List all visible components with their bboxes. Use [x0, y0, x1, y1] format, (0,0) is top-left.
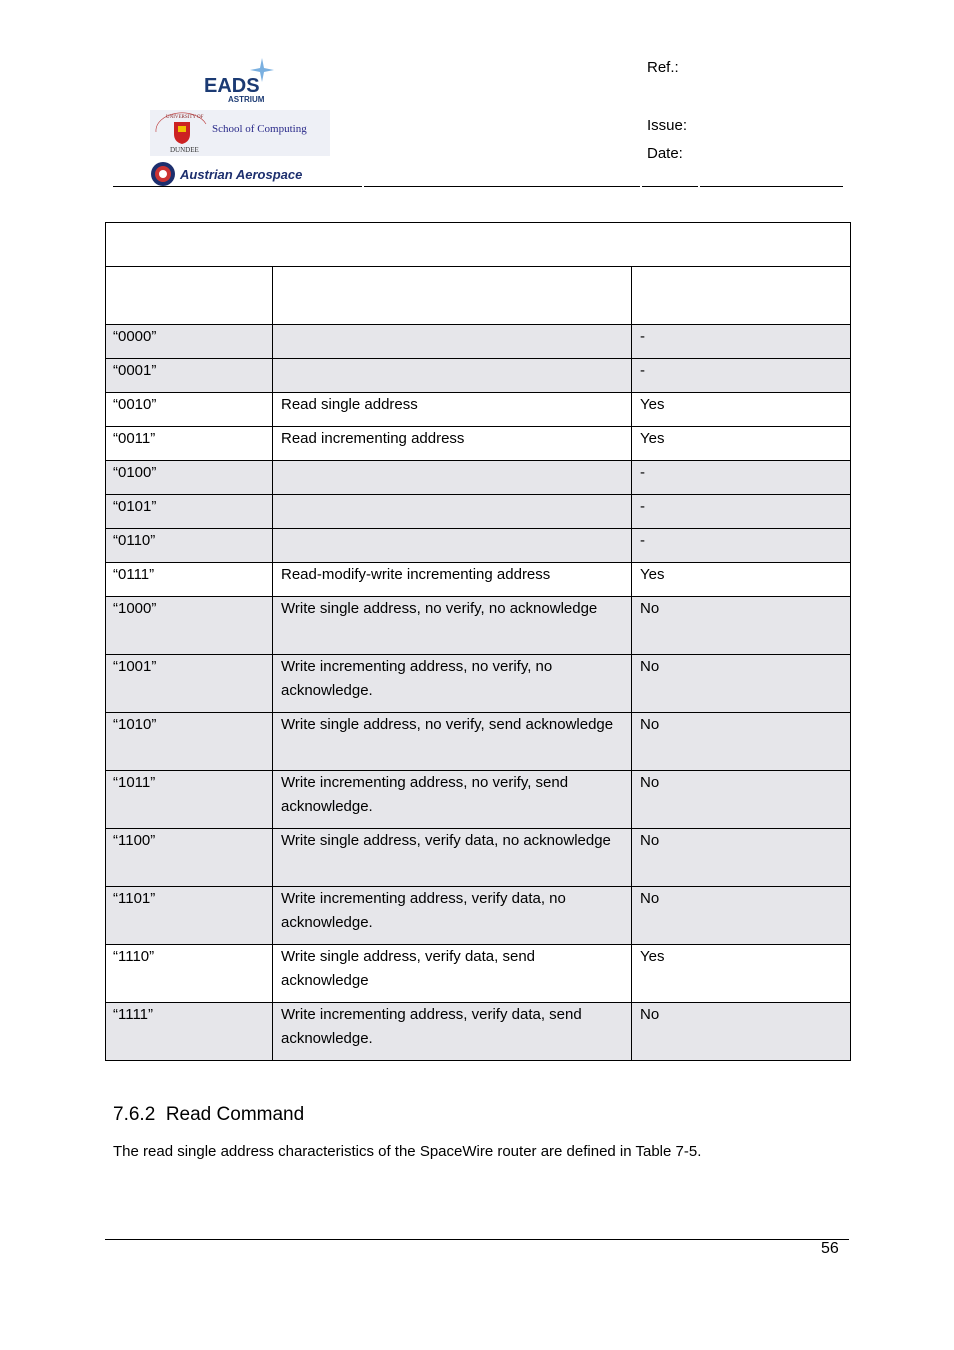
flag-cell: -: [632, 495, 851, 529]
table-row: [106, 325, 851, 359]
description-cell: Write single address, verify data, no acknowledge: [273, 829, 632, 887]
header-rule: [364, 186, 640, 187]
command-code-cell: “1000”: [106, 597, 273, 655]
command-code-cell: “0111”: [106, 563, 273, 597]
description-cell: Write single address, verify data, send acknowledge: [273, 945, 632, 1003]
school-of-computing-text: School of Computing: [212, 123, 307, 135]
column-header: [106, 267, 273, 325]
section-number: 7.6.2: [113, 1104, 156, 1125]
table-row: [106, 393, 851, 427]
description-cell: [273, 325, 632, 359]
table-row: [106, 563, 851, 597]
command-code-cell: “0101”: [106, 495, 273, 529]
command-code-cell: “0100”: [106, 461, 273, 495]
flag-cell: Yes: [632, 393, 851, 427]
dundee-crest-icon: [174, 122, 190, 144]
command-code-cell: “1001”: [106, 655, 273, 713]
flag-cell: Yes: [632, 427, 851, 461]
command-code-cell: “1011”: [106, 771, 273, 829]
table-row: [106, 529, 851, 563]
description-cell: Write incrementing address, verify data, no acknowledge.: [273, 887, 632, 945]
table-row: [106, 495, 851, 529]
table-row: [106, 945, 851, 1003]
table-title: [106, 223, 851, 267]
issue-label: Issue:: [647, 117, 688, 134]
page-number: 56: [821, 1240, 839, 1257]
flag-cell: -: [632, 529, 851, 563]
table-row: [106, 829, 851, 887]
command-code-cell: “1101”: [106, 887, 273, 945]
flag-cell: Yes: [632, 563, 851, 597]
table-row: [106, 461, 851, 495]
description-cell: Read-modify-write incrementing address: [273, 563, 632, 597]
table-row: [106, 713, 851, 771]
command-code-cell: “1111”: [106, 1003, 273, 1061]
description-cell: Write single address, no verify, no acknowledge: [273, 597, 632, 655]
command-code-cell: “0011”: [106, 427, 273, 461]
table-row: [106, 887, 851, 945]
flag-cell: No: [632, 713, 851, 771]
table-row: [106, 597, 851, 655]
header-rule: [642, 186, 698, 187]
description-cell: [273, 359, 632, 393]
description-cell: Read single address: [273, 393, 632, 427]
eads-text: EADS: [204, 75, 260, 97]
description-cell: Write incrementing address, verify data, send acknowledge.: [273, 1003, 632, 1061]
flag-cell: -: [632, 359, 851, 393]
austrian-aerospace-logo: [150, 159, 350, 189]
header-rule: [113, 186, 362, 187]
eads-astrium-logo: [200, 56, 280, 106]
section-title: Read Command: [165, 1104, 305, 1125]
command-code-cell: “0010”: [106, 393, 273, 427]
description-cell: Write single address, no verify, send acknowledge: [273, 713, 632, 771]
command-code-cell: “1010”: [106, 713, 273, 771]
description-cell: [273, 529, 632, 563]
flag-cell: No: [632, 655, 851, 713]
section-heading: [113, 1104, 304, 1126]
command-code-cell: “0000”: [106, 325, 273, 359]
body-paragraph: The read single address characteristics of the SpaceWire router are defined in Table 7-5.: [113, 1143, 702, 1160]
description-cell: Write incrementing address, no verify, send acknowledge.: [273, 771, 632, 829]
flag-cell: Yes: [632, 945, 851, 1003]
table-row: [106, 1003, 851, 1061]
description-cell: [273, 461, 632, 495]
column-header: [273, 267, 632, 325]
command-code-cell: “0001”: [106, 359, 273, 393]
table-row: [106, 359, 851, 393]
ref-label: Ref.:: [647, 59, 679, 76]
flag-cell: No: [632, 829, 851, 887]
flag-cell: No: [632, 597, 851, 655]
table-row: [106, 771, 851, 829]
table-row: [106, 427, 851, 461]
austrian-aerospace-text: Austrian Aerospace: [180, 167, 303, 182]
astrium-text: ASTRIUM: [228, 95, 265, 104]
header-rule: [700, 186, 843, 187]
dundee-text: DUNDEE: [170, 146, 199, 154]
flag-cell: No: [632, 887, 851, 945]
description-cell: Write incrementing address, no verify, no acknowledge.: [273, 655, 632, 713]
command-code-cell: “0110”: [106, 529, 273, 563]
flag-cell: -: [632, 325, 851, 359]
footer-rule: [105, 1239, 849, 1240]
table-row: [106, 655, 851, 713]
university-text: UNIVERSITY OF: [166, 115, 204, 120]
date-label: Date:: [647, 145, 683, 162]
flag-cell: No: [632, 771, 851, 829]
description-cell: Read incrementing address: [273, 427, 632, 461]
command-code-cell: “1110”: [106, 945, 273, 1003]
flag-cell: No: [632, 1003, 851, 1061]
command-codes-table: [105, 222, 851, 1061]
command-code-cell: “1100”: [106, 829, 273, 887]
flag-cell: -: [632, 461, 851, 495]
dundee-school-of-computing-logo: [150, 110, 330, 156]
description-cell: [273, 495, 632, 529]
column-header: [632, 267, 851, 325]
